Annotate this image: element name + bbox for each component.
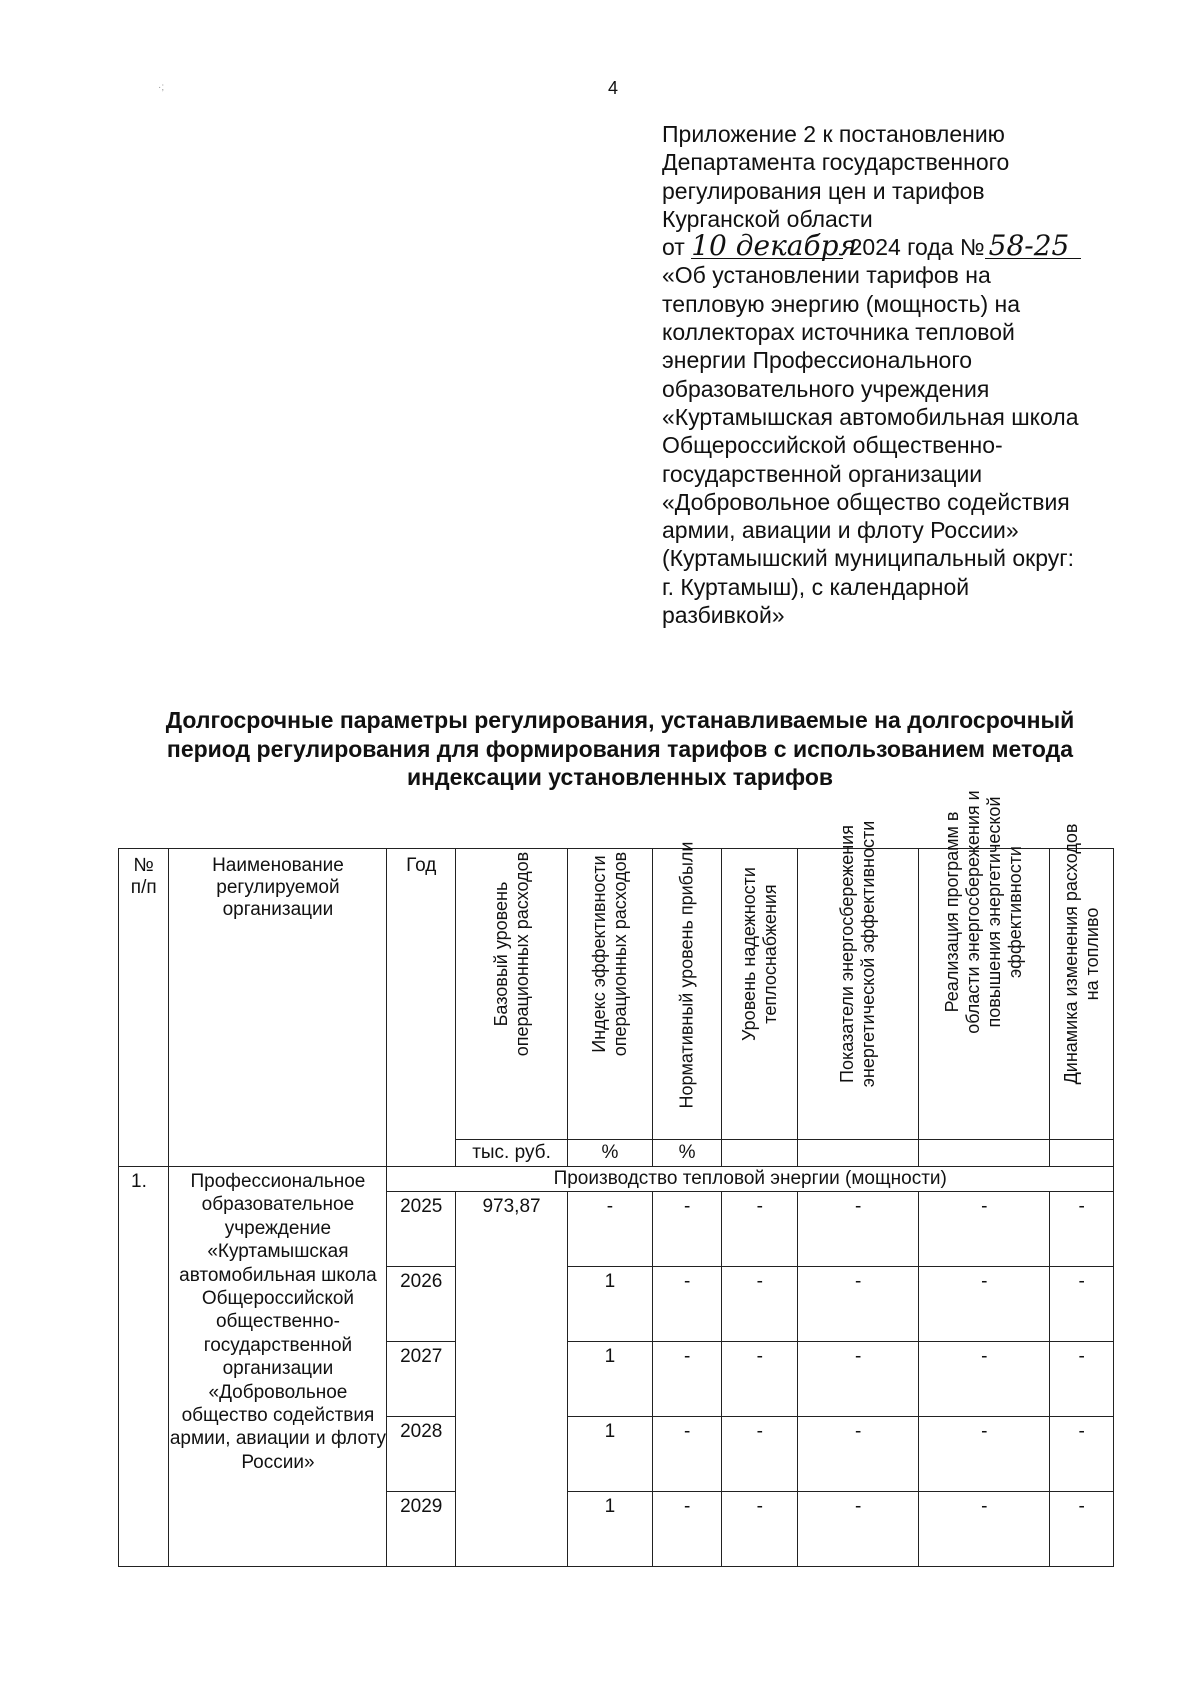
energy-cell: - <box>798 1342 919 1417</box>
fuel-cell: - <box>1050 1417 1114 1492</box>
header-reliability: Уровень надежности теплоснабжения <box>738 867 780 1041</box>
appendix-subject-line: г. Куртамыш), с календарной <box>662 573 970 600</box>
profit-cell: - <box>652 1492 722 1567</box>
programs-cell: - <box>919 1192 1050 1267</box>
appendix-subject-line: армии, авиации и флоту России» <box>662 517 1019 544</box>
header-num: № п/п <box>119 849 169 1167</box>
reliability-cell: - <box>722 1192 798 1267</box>
row-number: 1. <box>119 1167 169 1567</box>
title-line: период регулирования для формирования тарифов с использованием метода <box>166 735 1074 762</box>
handwritten-date: 10 декабря <box>691 229 858 263</box>
appendix-subject-line: «Добровольное общество содействия <box>662 488 1070 515</box>
appendix-line: Курганской области <box>662 205 873 232</box>
year-cell: 2025 <box>387 1192 456 1267</box>
fuel-cell: - <box>1050 1192 1114 1267</box>
programs-cell: - <box>919 1417 1050 1492</box>
appendix-subject-line: государственной организации <box>662 460 983 487</box>
appendix-line: регулирования цен и тарифов <box>662 177 985 204</box>
unit-base: тыс. руб. <box>456 1140 568 1167</box>
year-cell: 2027 <box>387 1342 456 1417</box>
year-cell: 2029 <box>387 1492 456 1567</box>
programs-cell: - <box>919 1267 1050 1342</box>
appendix-subject-line: (Куртамышский муниципальный округ: <box>662 545 1075 572</box>
appendix-block <box>662 120 1182 629</box>
header-row <box>119 849 1114 1140</box>
header-fuel-cell <box>1050 823 1114 1140</box>
index-cell: 1 <box>568 1417 653 1492</box>
header-org: Наименование регулируемой организации <box>169 849 387 1167</box>
profit-cell: - <box>652 1267 722 1342</box>
appendix-subject-line: «Куртамышская автомобильная школа <box>662 403 1079 430</box>
index-cell: - <box>568 1192 653 1267</box>
appendix-subject-line: «Об установлении тарифов на <box>662 262 991 289</box>
header-energy-indicators: Показатели энергосбережения энергетической эффективности <box>837 820 879 1088</box>
header-year: Год <box>387 849 456 1167</box>
scan-corner-mark: ·; <box>158 82 165 93</box>
title-line: индексации установленных тарифов <box>406 764 834 790</box>
programs-cell: - <box>919 1492 1050 1567</box>
header-index: Индекс эффективности операционных расходов <box>588 851 630 1057</box>
unit-profit: % <box>652 1140 722 1167</box>
organization-name: Профессиональное образовательное учреждение «Куртамышская автомобильная школа Общероссийской общественно-государственной организации «Добровольное общество содействия армии, авиации и флоту России» <box>169 1167 387 1567</box>
appendix-subject-line: образовательного учреждения <box>662 375 990 402</box>
reliability-cell: - <box>722 1342 798 1417</box>
page-number: 4 <box>608 78 619 98</box>
header-base: Базовый уровень операционных расходов <box>490 851 532 1057</box>
unit-empty <box>919 1140 1050 1167</box>
appendix-subject-line: энергии Профессионального <box>662 347 973 374</box>
energy-cell: - <box>798 1492 919 1567</box>
energy-cell: - <box>798 1417 919 1492</box>
energy-cell: - <box>798 1267 919 1342</box>
header-base-cell <box>456 849 568 1140</box>
unit-empty <box>1050 1140 1114 1167</box>
index-cell: 1 <box>568 1492 653 1567</box>
energy-cell: - <box>798 1192 919 1267</box>
section-row <box>119 1167 1114 1192</box>
appendix-subject-line: тепловую энергию (мощность) на <box>662 290 1020 317</box>
date-prefix: от <box>662 234 685 261</box>
appendix-line: Департамента государственного <box>662 149 1010 176</box>
reliability-cell: - <box>722 1417 798 1492</box>
unit-index: % <box>568 1140 653 1167</box>
header-programs-cell <box>919 790 1050 1140</box>
fuel-cell: - <box>1050 1492 1114 1567</box>
appendix-subject-line: разбивкой» <box>662 602 785 629</box>
header-profit: Нормативный уровень прибыли <box>676 841 697 1109</box>
profit-cell: - <box>652 1342 722 1417</box>
header-profit-cell <box>652 841 722 1140</box>
unit-empty <box>722 1140 798 1167</box>
unit-empty <box>798 1140 919 1167</box>
header-index-cell <box>568 849 653 1140</box>
header-reliability-cell <box>722 849 798 1140</box>
profit-cell: - <box>652 1192 722 1267</box>
fuel-cell: - <box>1050 1342 1114 1417</box>
base-value: 973,87 <box>456 1192 568 1567</box>
header-programs: Реализация программ в области энергосбережения и повышения энергетической эффективности <box>942 790 1026 1034</box>
title-line: Долгосрочные параметры регулирования, устанавливаемые на долгосрочный <box>165 707 1075 733</box>
year-cell: 2028 <box>387 1417 456 1492</box>
appendix-date-line <box>662 229 1182 263</box>
header-fuel: Динамика изменения расходов на топливо <box>1060 823 1102 1085</box>
appendix-subject-line: Общероссийской общественно- <box>662 432 1003 459</box>
reliability-cell: - <box>722 1267 798 1342</box>
fuel-cell: - <box>1050 1267 1114 1342</box>
index-cell: 1 <box>568 1342 653 1417</box>
handwritten-number: 58-25 <box>985 234 1081 259</box>
programs-cell: - <box>919 1342 1050 1417</box>
index-cell: 1 <box>568 1267 653 1342</box>
reliability-cell: - <box>722 1492 798 1567</box>
appendix-subject-line: коллекторах источника тепловой <box>662 319 1015 346</box>
date-year: 2024 года № <box>849 234 985 261</box>
profit-cell: - <box>652 1417 722 1492</box>
appendix-line: Приложение 2 к постановлению <box>662 121 1005 147</box>
year-cell: 2026 <box>387 1267 456 1342</box>
section-title: Производство тепловой энергии (мощности) <box>387 1167 1114 1192</box>
header-energy-cell <box>798 820 919 1140</box>
parameters-table <box>118 790 1114 1567</box>
